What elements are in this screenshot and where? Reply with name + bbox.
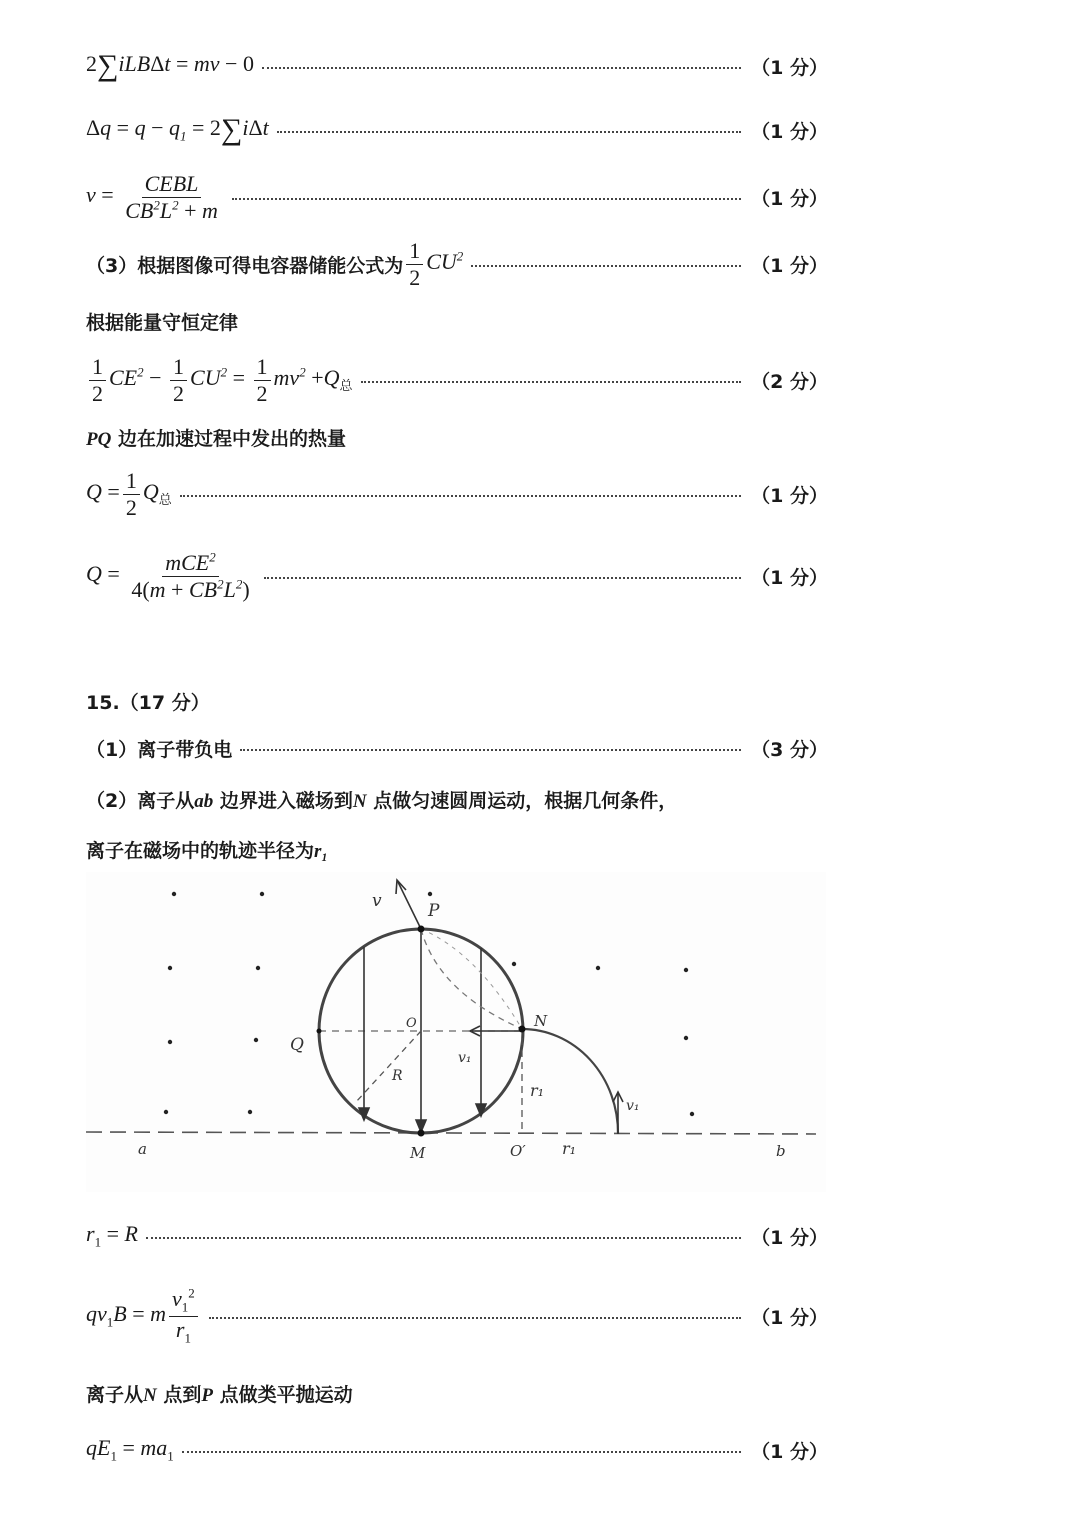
- q15-part1-text: （1）离子带负电: [86, 738, 233, 761]
- q15-part2-n: N: [352, 791, 367, 812]
- label-N: N: [534, 1012, 548, 1030]
- equation-row-electric: [86, 1428, 828, 1472]
- dot-leader: [262, 67, 741, 69]
- label-O: O: [406, 1016, 417, 1031]
- score-label: （1 分）: [751, 56, 828, 79]
- label-M: M: [410, 1144, 426, 1162]
- np-seg1: 离子从: [86, 1384, 144, 1406]
- dot-leader: [240, 749, 741, 751]
- energy-conservation-text: 根据能量守恒定律: [86, 312, 239, 334]
- np-p: P: [201, 1385, 213, 1406]
- label-b: b: [776, 1142, 786, 1160]
- dot-leader: [146, 1237, 741, 1239]
- dot-leader: [209, 1317, 741, 1319]
- equation-row-energy: [86, 350, 828, 410]
- dot-leader: [264, 577, 742, 579]
- equation-lorentz-force: $qv_1B = m$ $\frac{v_1^2}{r_1}$: [86, 1286, 201, 1346]
- q15-part1-row: [86, 730, 828, 766]
- score-label: （1 分）: [751, 120, 828, 143]
- radius-text-symbol: r₁: [314, 841, 329, 862]
- diagram-background: [86, 872, 826, 1192]
- question-15-heading: 15.（17 分）: [86, 692, 210, 714]
- trajectory-diagram: [86, 872, 826, 1192]
- np-motion-text: [86, 1380, 353, 1407]
- equation-row-heat-half: [86, 464, 828, 524]
- np-seg2: 点到: [163, 1384, 202, 1406]
- equation-velocity: v = $\frac{\text{CEBL}}{CB^2L^2 + m}$: [86, 171, 218, 223]
- equation-heat-final: Q = $\frac{mCE^2}{4(m + CB^2L^2)}$: [86, 549, 250, 602]
- dot-leader: [232, 198, 741, 200]
- equation-row-lorentz: [86, 1282, 828, 1350]
- equation-row-r1: [86, 1214, 828, 1258]
- equation-row-momentum: [86, 44, 828, 88]
- label-v1-right: v₁: [626, 1098, 640, 1114]
- q15-part2-seg2: 边界进入磁场到: [219, 790, 353, 812]
- equation-energy-conservation: $\frac{1}{2}$ $CE^2$ − $\frac{1}{2}$ $CU^2$ = $\frac{1}{2}$ $mv^2 +Q_总$: [86, 354, 353, 406]
- dot-leader: [277, 131, 741, 133]
- label-r1-horizontal: r₁: [562, 1139, 577, 1158]
- equation-row-velocity: [86, 166, 828, 228]
- label-a: a: [138, 1140, 147, 1158]
- part3-label: （3）根据图像可得电容器储能公式为: [86, 254, 404, 277]
- score-label: （1 分）: [751, 254, 828, 277]
- equation-momentum: 2∑iLBΔt = mv − 0: [86, 49, 254, 82]
- equation-capacitor-energy: $\frac{1}{2}$ $CU^2$: [403, 238, 463, 290]
- dot-leader: [180, 495, 741, 497]
- score-label: （1 分）: [751, 1226, 828, 1249]
- equation-charge: $\Delta q = q - q_1 = 2\sum i\Delta t$: [86, 113, 269, 146]
- pq-heat-text: [86, 424, 346, 451]
- dot-leader: [471, 265, 741, 267]
- equation-row-charge: [86, 108, 828, 152]
- score-label: （1 分）: [751, 1440, 828, 1463]
- score-label: （1 分）: [751, 187, 828, 210]
- label-Q: Q: [290, 1035, 304, 1055]
- score-label: （3 分）: [751, 738, 828, 761]
- score-label: （2 分）: [751, 370, 828, 393]
- label-v: v: [372, 891, 382, 911]
- label-r1-vertical: r₁: [530, 1081, 545, 1100]
- equation-heat-half: Q = $\frac{1}{2}$ $Q_总$: [86, 468, 172, 520]
- q15-part2-seg1: （2）离子从: [86, 790, 195, 812]
- q15-part2-seg3: 点做匀速圆周运动，根据几何条件，: [373, 790, 678, 812]
- score-label: （1 分）: [751, 1306, 828, 1329]
- label-R: R: [392, 1068, 403, 1084]
- score-label: （1 分）: [751, 566, 828, 589]
- equation-r1-equals-R: $r_1 = R$: [86, 1221, 138, 1250]
- dot-leader: [361, 381, 742, 383]
- pq-label: PQ: [86, 429, 112, 450]
- radius-text-label: 离子在磁场中的轨迹半径为: [86, 840, 315, 862]
- dot-leader: [182, 1451, 741, 1453]
- q15-part2-text: [86, 786, 677, 813]
- q15-part2-ab: ab: [194, 791, 214, 812]
- pq-heat-label: 边在加速过程中发出的热量: [117, 428, 346, 450]
- np-n: N: [143, 1385, 157, 1406]
- label-v1-inner: v₁: [458, 1050, 472, 1066]
- part3-energy-formula-row: [86, 234, 828, 294]
- score-label: （1 分）: [751, 484, 828, 507]
- equation-electric-force: $qE_1 = ma_1$: [86, 1435, 174, 1464]
- radius-text: [86, 836, 328, 863]
- np-seg3: 点做类平抛运动: [219, 1384, 353, 1406]
- equation-row-heat-final: [86, 544, 828, 608]
- label-P: P: [428, 901, 440, 921]
- label-O-prime: O′: [510, 1142, 526, 1160]
